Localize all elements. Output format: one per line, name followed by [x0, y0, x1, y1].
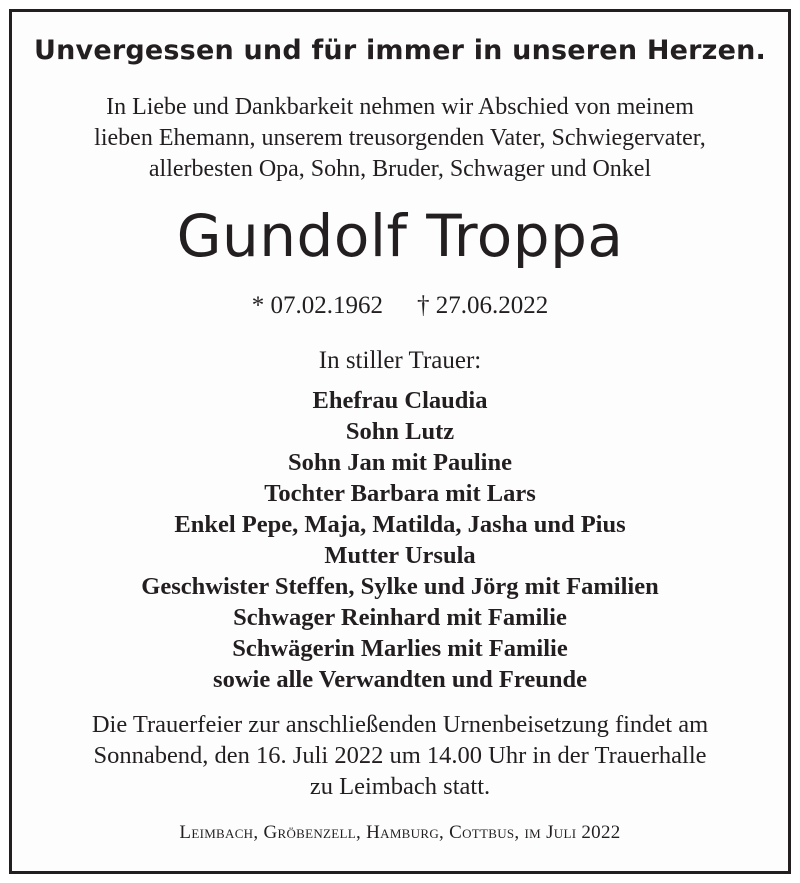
intro-text: [12, 92, 788, 185]
life-dates: [12, 290, 788, 322]
mourner-line: Enkel Pepe, Maja, Matilda, Jasha und Pius: [174, 511, 626, 538]
mourner-line: Tochter Barbara mit Lars: [264, 480, 536, 507]
mourner-line: Geschwister Steffen, Sylke und Jörg mit Familien: [141, 573, 659, 600]
birth-date: * 07.02.1962: [251, 292, 383, 319]
mourner-line: Schwägerin Marlies mit Familie: [232, 635, 568, 662]
headline: Unvergessen und für immer in unseren Herzen.: [34, 35, 766, 66]
obituary-notice: [9, 9, 791, 874]
intro-line: lieben Ehemann, unserem treusorgenden Vater, Schwiegervater,: [94, 125, 706, 151]
ceremony-line: Sonnabend, den 16. Juli 2022 um 14.00 Uhr in der Trauerhalle: [93, 742, 707, 769]
death-date: † 27.06.2022: [417, 292, 549, 319]
mourner-line: Schwager Reinhard mit Familie: [233, 604, 567, 631]
places-and-date: Leimbach, Gröbenzell, Hamburg, Cottbus, im Juli 2022: [179, 822, 621, 843]
mourner-line: Mutter Ursula: [324, 542, 476, 569]
mourner-line: Sohn Jan mit Pauline: [288, 449, 512, 476]
ceremony-line: zu Leimbach statt.: [309, 773, 491, 800]
mourner-line: Ehefrau Claudia: [312, 387, 488, 414]
deceased-name: Gundolf Troppa: [176, 202, 624, 270]
intro-line: allerbesten Opa, Sohn, Bruder, Schwager und Onkel: [148, 156, 652, 182]
mourners-list: [12, 385, 788, 695]
mourning-title: In stiller Trauer:: [318, 347, 482, 374]
ceremony-line: Die Trauerfeier zur anschließenden Urnenbeisetzung findet am: [91, 711, 709, 738]
mourner-line: sowie alle Verwandten und Freunde: [213, 666, 587, 693]
ceremony-info: [12, 709, 788, 802]
intro-line: In Liebe und Dankbarkeit nehmen wir Abschied von meinem: [106, 94, 694, 120]
mourner-line: Sohn Lutz: [345, 418, 455, 445]
